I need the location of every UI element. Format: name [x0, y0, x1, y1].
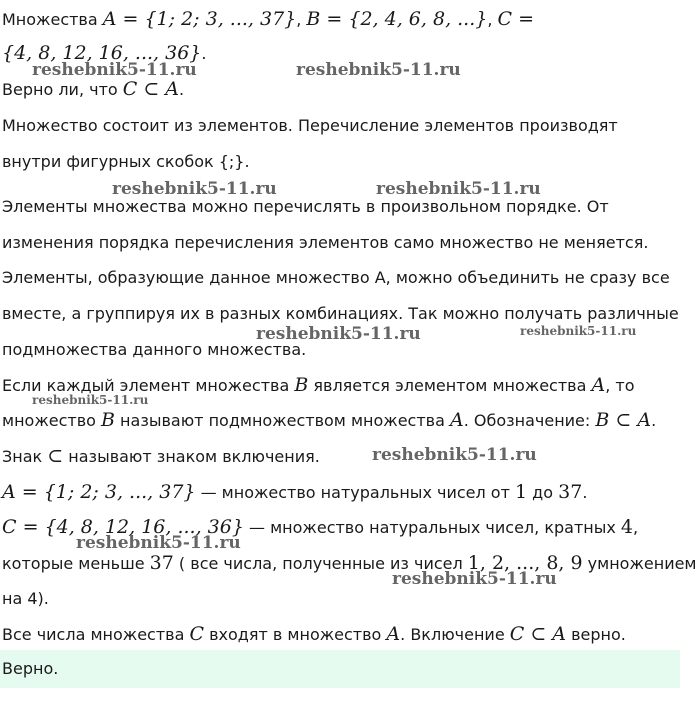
var-b: B	[294, 374, 309, 396]
var-a: A	[591, 374, 606, 396]
watermark: reshebnik5-11.ru	[112, 179, 277, 199]
text: называют подмножеством множества	[114, 411, 450, 430]
number: 37	[558, 481, 583, 503]
text: . Включение	[400, 625, 510, 644]
set-b-formula: B = {2, 4, 6, 8, ...}	[306, 8, 488, 30]
set-a-description	[2, 481, 587, 503]
text: называют знаком включения.	[63, 447, 320, 466]
answer-box	[0, 650, 680, 688]
number: 1	[515, 481, 528, 503]
text: — множество натуральных чисел, кратных	[243, 518, 621, 537]
solution-line: Элементы множества можно перечислять в произвольном порядке. От	[2, 197, 609, 216]
answer-text: Верно.	[2, 659, 59, 678]
text: Знак	[2, 447, 48, 466]
var-a: A	[449, 409, 464, 431]
text: — множество натуральных чисел от	[195, 483, 515, 502]
number-list: 1, 2, ..., 8, 9	[467, 552, 583, 574]
watermark: reshebnik5-11.ru	[296, 60, 461, 80]
text: . Обозначение:	[463, 411, 596, 430]
var-b: B	[101, 409, 115, 431]
watermark: reshebnik5-11.ru	[32, 393, 149, 407]
text: , то	[605, 376, 635, 395]
set-a-formula: A = {1; 2; 3, ..., 37}	[102, 8, 297, 30]
text: Множества	[2, 10, 103, 29]
watermark: reshebnik5-11.ru	[376, 179, 541, 199]
inclusion-formula: C ⊂ A	[509, 623, 567, 645]
text: .	[201, 44, 207, 63]
solution-line: внутри фигурных скобок {;}.	[2, 152, 250, 171]
set-c-formula: {4, 8, 12, 16, ..., 36}	[2, 42, 202, 64]
text: множество	[2, 411, 101, 430]
inclusion-formula: B ⊂ A	[595, 409, 652, 431]
inclusion-formula: C ⊂ A	[122, 78, 180, 100]
watermark: reshebnik5-11.ru	[392, 569, 557, 589]
text: умножением	[582, 554, 697, 573]
text: .	[582, 483, 588, 502]
set-c-description-line-2	[2, 552, 697, 574]
var-a: A	[386, 623, 401, 645]
watermark: reshebnik5-11.ru	[520, 324, 637, 338]
solution-line: Элементы, образующие данное множество A, можно объединить не сразу все	[2, 268, 670, 287]
text: Если каждый элемент множества	[2, 376, 295, 395]
text: входят в множество	[204, 625, 387, 644]
watermark: reshebnik5-11.ru	[256, 324, 421, 344]
text: Верно ли, что	[2, 80, 123, 99]
text: верно.	[566, 625, 626, 644]
text: Все числа множества	[2, 625, 190, 644]
set-a-formula: A = {1; 2; 3, ..., 37}	[2, 481, 196, 503]
problem-line-1	[2, 8, 534, 30]
text: ,	[487, 10, 498, 29]
solution-line: Множество состоит из элементов. Перечисление элементов производят	[2, 116, 618, 135]
problem-question	[2, 78, 184, 100]
set-c-description-line-3: на 4).	[2, 589, 49, 608]
conclusion-line	[2, 623, 626, 645]
number: 4	[620, 516, 634, 538]
var-c: C	[189, 623, 205, 645]
text: ( все числа, полученные из чисел	[173, 554, 468, 573]
set-c-formula-start: C =	[497, 8, 535, 30]
watermark: reshebnik5-11.ru	[32, 60, 197, 80]
text: ,	[296, 10, 307, 29]
subset-symbol: ⊂	[47, 445, 64, 467]
solution-line: подмножества данного множества.	[2, 340, 307, 359]
text: .	[179, 80, 185, 99]
text: ,	[633, 518, 639, 537]
text: которые меньше	[2, 554, 150, 573]
subset-definition-line-2	[2, 409, 656, 431]
solution-line: изменения порядка перечисления элементов само множество не меняется.	[2, 233, 649, 252]
text: до	[527, 483, 559, 502]
watermark: reshebnik5-11.ru	[76, 533, 241, 553]
text: является элементом множества	[308, 376, 592, 395]
watermark: reshebnik5-11.ru	[372, 445, 537, 465]
set-c-formula: C = {4, 8, 12, 16, ..., 36}	[2, 516, 244, 538]
text: .	[651, 411, 657, 430]
solution-line: вместе, а группируя их в разных комбинациях. Так можно получать различные	[2, 304, 679, 323]
number: 37	[149, 552, 174, 574]
inclusion-sign-line	[2, 445, 320, 467]
